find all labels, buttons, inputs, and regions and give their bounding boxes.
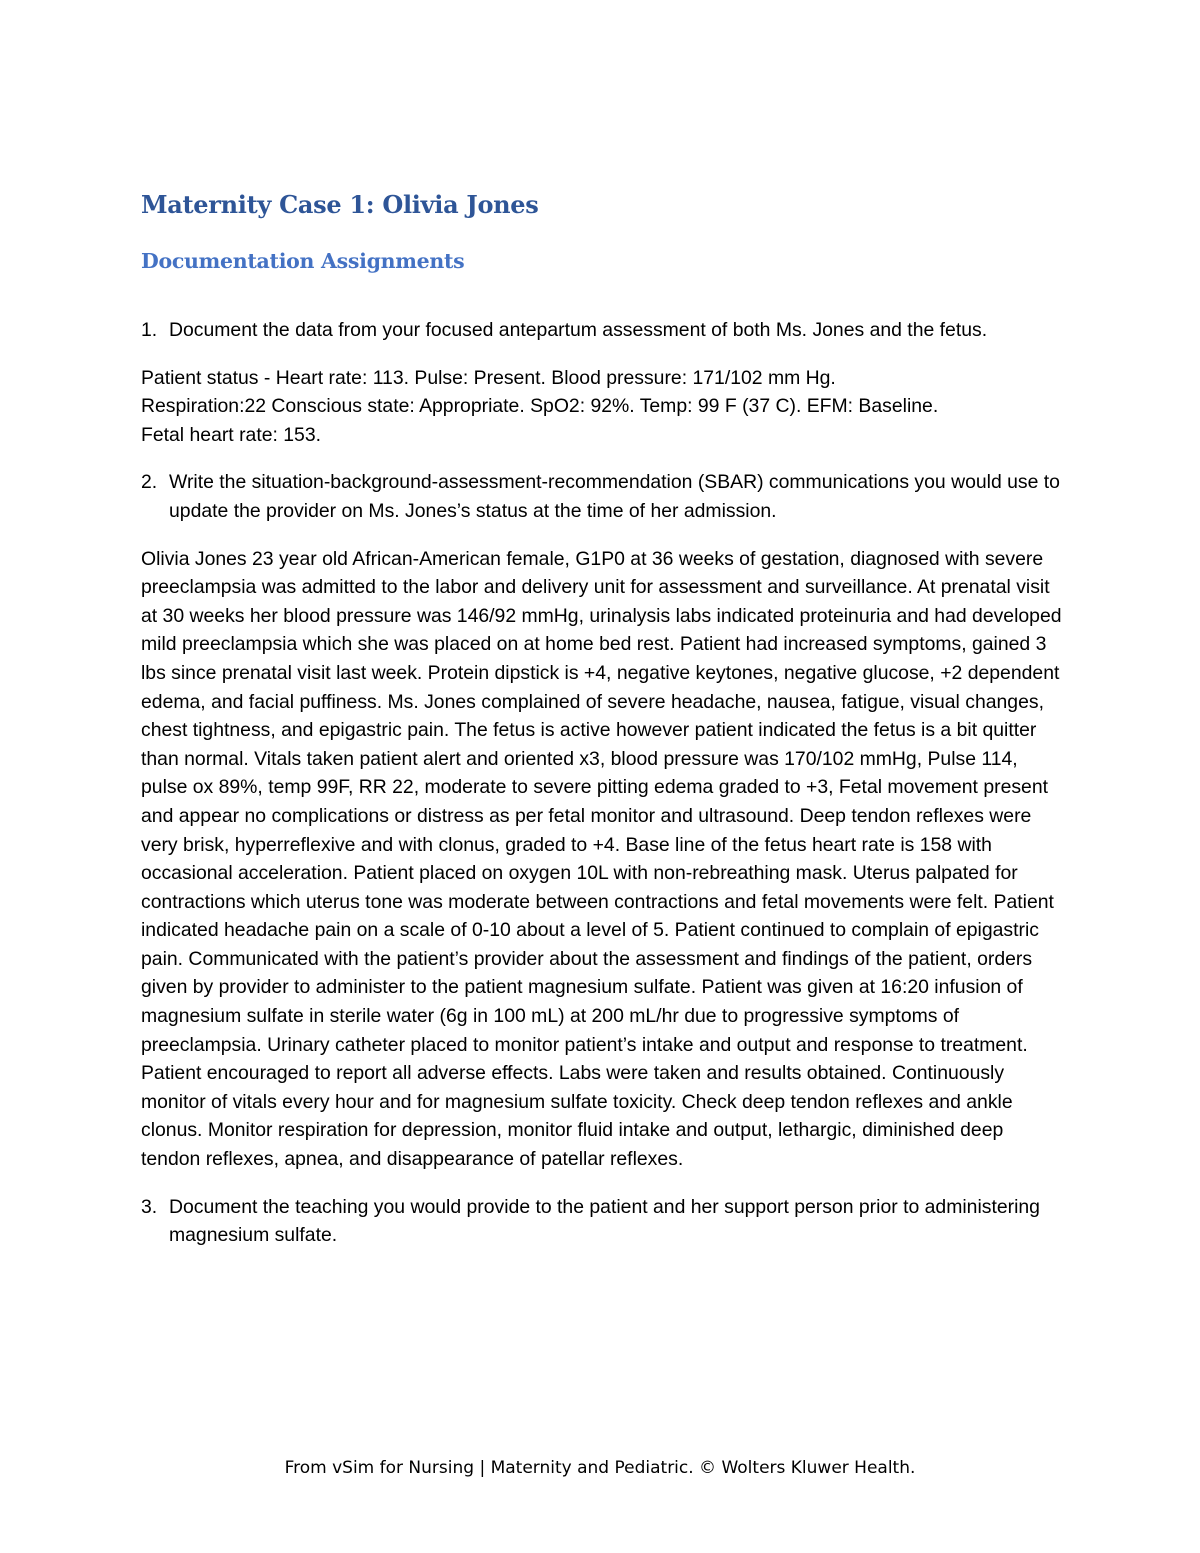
sbar-answer-paragraph: Olivia Jones 23 year old African-American female, G1P0 at 36 weeks of gestation, diagnosed with severe preeclampsia was admitted to the labor and delivery unit for assessment and surveillance. At prenatal visit at 30 weeks her blood pressure was 146/92 mmHg, urinalysis labs indicated proteinuria and had developed mild preeclampsia which she was placed on at home bed rest. Patient had increased symptoms, gained 3 lbs since prenatal visit last week. Protein dipstick is +4, negative keytones, negative glucose, +2 dependent edema, and facial puffiness. Ms. Jones complained of severe headache, nausea, fatigue, visual changes, chest tightness, and epigastric pain. The fetus is active however patient indicated the fetus is a bit quitter than normal. Vitals taken patient alert and oriented x3, blood pressure was 170/102 mmHg, Pulse 114, pulse ox 89%, temp 99F, RR 22, moderate to severe pitting edema graded to +3, Fetal movement present and appear no complications or distress as per fetal monitor and ultrasound. Deep tendon reflexes were very brisk, hyperreflexive and with clonus, graded to +4. Base line of the fetus heart rate is 158 with occasional acceleration. Patient placed on oxygen 10L with non-rebreathing mask. Uterus palpated for contractions which uterus tone was moderate between contractions and fetal movements were felt. Patient indicated headache pain on a scale of 0-10 about a level of 5. Patient continued to complain of epigastric pain. Communicated with the patient’s provider about the assessment and findings of the patient, orders given by provider to administer to the patient magnesium sulfate. Patient was given at 16:20 infusion of magnesium sulfate in sterile water (6g in 100 mL) at 200 mL/hr due to progressive symptoms of preeclampsia. Urinary catheter placed to monitor patient’s intake and output and response to treatment. Patient encouraged to report all adverse effects. Labs were taken and results obtained. Continuously monitor of vitals every hour and for magnesium sulfate toxicity. Check deep tendon reflexes and ankle clonus. Monitor respiration for depression, monitor fluid intake and output, lethargic, diminished deep tendon reflexes, apnea, and disappearance of patellar reflexes. [141, 547, 1062, 1171]
question-number: 2. [141, 471, 158, 494]
document-content [141, 185, 1066, 1250]
question-1 [141, 316, 1066, 345]
document-title: Maternity Case 1: Olivia Jones [141, 190, 539, 219]
question-text: Document the data from your focused antepartum assessment of both Ms. Jones and the fetus. [169, 319, 988, 341]
question-text: Write the situation-background-assessment-recommendation (SBAR) communications you would use to update the provider on Ms. Jones’s status at the time of her admission. [169, 471, 1060, 522]
question-2 [141, 468, 1066, 525]
patient-status-line: Respiration:22 Conscious state: Appropriate. SpO2: 92%. Temp: 99 F (37 C). EFM: Baseline. [141, 395, 939, 418]
patient-status-line: Patient status - Heart rate: 113. Pulse: Present. Blood pressure: 171/102 mm Hg. [141, 366, 836, 389]
question-number: 1. [141, 319, 158, 341]
patient-status-paragraph [141, 364, 1066, 450]
question-text: Document the teaching you would provide to the patient and her support person prior to administering magnesium sulfate. [169, 1195, 1040, 1247]
patient-status-line: Fetal heart rate: 153. [141, 423, 322, 446]
document-subtitle: Documentation Assignments [141, 249, 465, 273]
question-3 [141, 1193, 1066, 1250]
question-number: 3. [141, 1195, 158, 1218]
page-footer: From vSim for Nursing | Maternity and Pediatric. © Wolters Kluwer Health. [284, 1458, 916, 1478]
